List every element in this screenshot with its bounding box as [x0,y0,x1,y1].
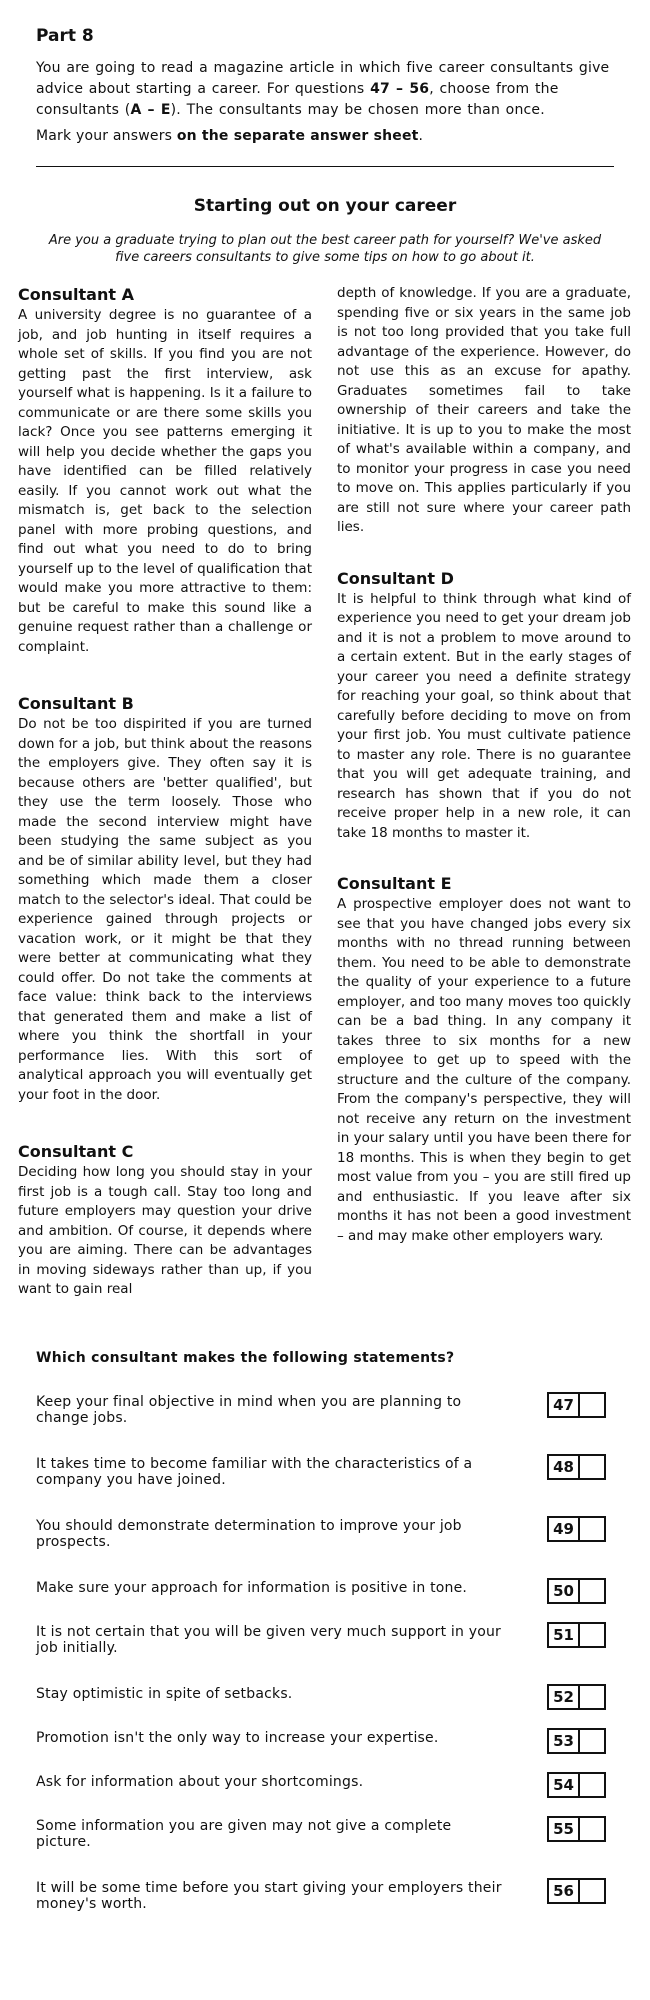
answer-input[interactable] [580,1580,604,1602]
consultant-b-section [18,693,312,1105]
answer-box [547,1684,606,1710]
answer-box [547,1728,606,1754]
question-item [36,1392,616,1454]
question-number: 50 [549,1580,580,1602]
consultant-d-section [337,568,631,844]
consultant-b-heading: Consultant B [18,694,134,713]
question-number: 53 [549,1730,580,1752]
question-range-dash: – [389,81,410,97]
answer-input[interactable] [580,1730,604,1752]
article-intro: Are you a graduate trying to plan out the best career path for yourself? We've asked five careers consultants to give some tips on how to go about it. [48,233,602,265]
answer-box [547,1878,606,1904]
question-number: 56 [549,1880,580,1902]
questions-heading: Which consultant makes the following statements? [36,1350,455,1366]
question-item [36,1578,616,1622]
answer-box [547,1816,606,1842]
question-text: Ask for information about your shortcomings. [36,1774,364,1790]
answer-box [547,1622,606,1648]
article-column-left [18,284,312,1300]
question-text: It will be some time before you start giving your employers their money's worth. [36,1880,502,1912]
answer-box [547,1454,606,1480]
question-number: 54 [549,1774,580,1796]
question-text: Promotion isn't the only way to increase your expertise. [36,1730,439,1746]
instructions-text-3: ). The consultants may be chosen more than once. [170,102,545,118]
part-title: Part 8 [36,26,94,46]
letter-e: E [160,102,171,118]
consultant-e-section [337,873,631,1246]
question-text: Make sure your approach for information is positive in tone. [36,1580,468,1596]
answer-input[interactable] [580,1774,604,1796]
consultant-c-section [18,1141,312,1300]
article-title: Starting out on your career [193,196,457,216]
consultant-c-text-end: depth of knowledge. If you are a graduate, spending five or six years in the same job is not too long provided that you take full advantage of the experience. However, do not use this as an excuse for apathy. Graduates sometimes fail to take ownership of their careers and take the initiative. It is up to you to make the most of what's available within a company, and to monitor your progress in case you need to move on. This applies particularly if you are still not sure where your career path lies. [337,285,631,535]
question-text: Stay optimistic in spite of setbacks. [36,1686,293,1702]
question-text: It takes time to become familiar with the characteristics of a company you have joined. [36,1456,473,1488]
question-item [36,1772,616,1816]
question-text: You should demonstrate determination to improve your job prospects. [36,1518,462,1550]
question-number: 51 [549,1624,580,1646]
question-item [36,1728,616,1772]
question-number: 55 [549,1818,580,1840]
question-item [36,1684,616,1728]
question-item [36,1516,616,1578]
question-number: 49 [549,1518,580,1540]
answer-input[interactable] [580,1686,604,1708]
letter-a: A [130,102,142,118]
answer-box [547,1772,606,1798]
mark-prefix: Mark your answers [36,128,177,144]
consultant-a-heading: Consultant A [18,285,134,304]
task-instructions [36,58,614,121]
consultant-e-text: A prospective employer does not want to see that you have changed jobs every six months with no thread running between them. You need to be able to demonstrate the quality of your experience to a future employer, and too many moves too quickly can be a bad thing. In any company it takes three to six months for a new employee to get up to speed with the structure and the culture of the company. From the company's perspective, they will not receive any return on the investment in your salary until you have been there for 18 months. This is when they begin to get most value from you – you are still fired up and enthusiastic. If you leave after six months it has not been a good investment – and may make other employers wary. [337,896,631,1244]
consultant-d-text: It is helpful to think through what kind of experience you need to get your dream job and it is not a problem to move around to a certain extent. But in the early stages of your career you need a definite strategy for reaching your goal, so think about that carefully before deciding to move on from your first job. You must cultivate patience to master any role. There is no guarantee that you will get adequate training, and research has shown that if you do not receive proper help in a new role, it can take 18 months to master it. [337,590,631,841]
consultant-e-heading: Consultant E [337,874,452,893]
mark-answers-instruction [36,128,423,144]
instructions-text-1: You are going to read a magazine article in which five career consultants give advice about starting a career. For questions [36,60,610,97]
question-text: Keep your final objective in mind when you are planning to change jobs. [36,1394,462,1426]
answer-box [547,1392,606,1418]
answer-input[interactable] [580,1624,604,1646]
question-number: 48 [549,1456,580,1478]
answer-input[interactable] [580,1880,604,1902]
divider-line [36,166,614,167]
consultant-a-text: A university degree is no guarantee of a job, and job hunting in itself requires a whole set of skills. If you find you are not getting past the first interview, ask yourself what is happening. Is it a failure to communicate or are there some skills you lack? Once you see patterns emerging it will help you decide whether the gaps you have identified can be filled relatively easily. If you cannot work out what the mismatch is, get back to the selection panel with more probing questions, and find out what you need to do to bring yourself up to the level of qualification that would make you more attractive to them: but be careful to make this sound like a genuine request rather than a challenge or complaint. [18,307,312,655]
instructions-text-2: , choose from the consultants ( [36,81,559,118]
question-item [36,1622,616,1684]
question-item [36,1878,616,1940]
question-number: 52 [549,1686,580,1708]
answer-input[interactable] [580,1456,604,1478]
consultant-c-continued [337,284,631,538]
question-range-end: 56 [409,81,430,97]
question-number: 47 [549,1394,580,1416]
answer-input[interactable] [580,1394,604,1416]
consultant-a-section [18,284,312,657]
mark-suffix: . [418,128,424,144]
answer-input[interactable] [580,1818,604,1840]
answer-box [547,1578,606,1604]
answer-box [547,1516,606,1542]
consultant-b-text: Do not be too dispirited if you are turned down for a job, but think about the reasons the employers give. They often say it is because others are 'better qualified', but they use the term loosely. Those who made the second interview might have been studying the same subject as you and be of similar ability level, but they had something which made them a closer match to the selector's ideal. That could be experience gained through projects or vacation work, or it might be that they were better at communicating what they could offer. Do not take the comments at face value: think back to the interviews that generated them and make a list of where you think the shortfall in your performance lies. With this sort of analytical approach you will eventually get your foot in the door. [18,716,312,1103]
mark-bold: on the separate answer sheet [176,128,419,144]
question-range-start: 47 [370,81,390,97]
question-item [36,1816,616,1878]
consultant-d-heading: Consultant D [337,568,454,588]
question-item [36,1454,616,1516]
consultant-c-text-start: Deciding how long you should stay in your first job is a tough call. Stay too long and future employers may question your drive and ambition. Of course, it depends where you are aiming. There can be advantages in moving sideways rather than up, if you want to gain real [18,1164,312,1297]
answer-input[interactable] [580,1518,604,1540]
letter-dash: – [141,102,161,118]
article-column-right [337,284,631,1246]
consultant-c-heading: Consultant C [18,1142,134,1161]
question-text: Some information you are given may not give a complete picture. [36,1818,452,1850]
question-text: It is not certain that you will be given very much support in your job initially. [36,1624,502,1656]
questions-list [36,1392,616,1940]
